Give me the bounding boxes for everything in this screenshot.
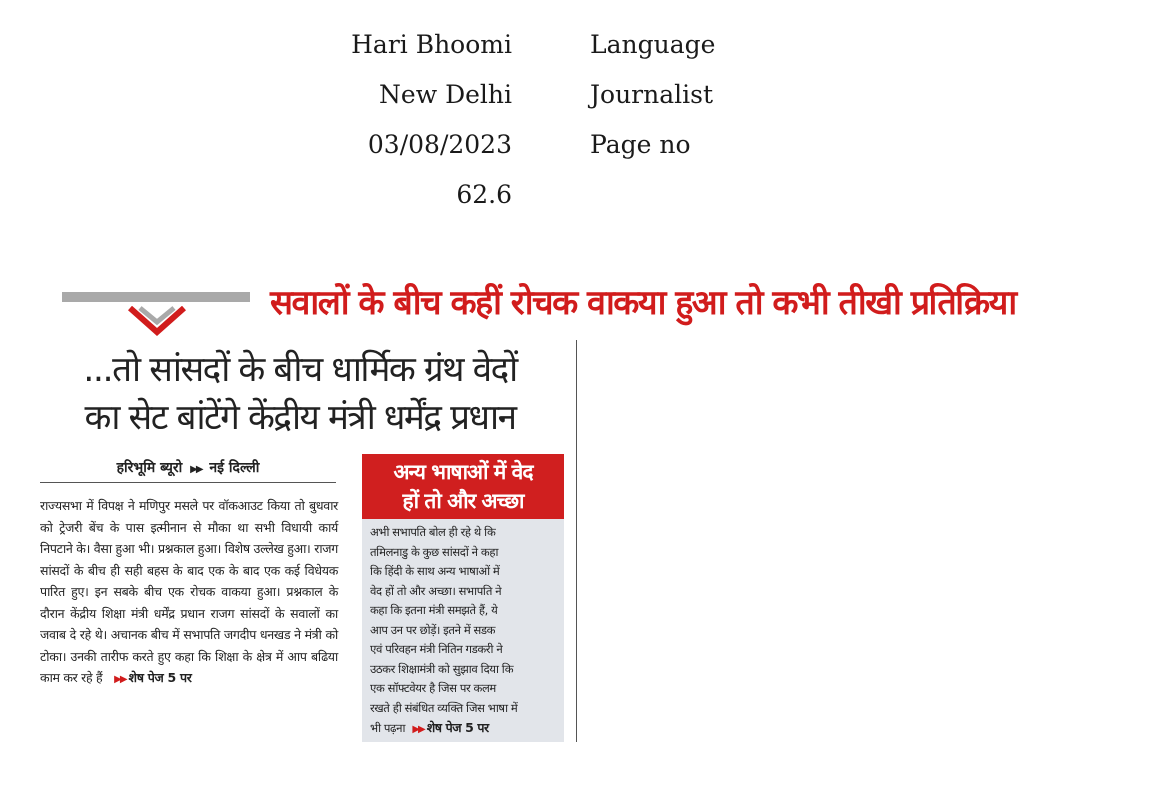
- sidebar-line: उठकर शिक्षामंत्री को सुझाव दिया कि: [370, 661, 514, 676]
- sidebar-line: भी पढ़ना: [370, 721, 406, 735]
- sidebar-heading-line: हों तो और अच्छा: [402, 489, 524, 513]
- continue-text: शेष पेज 5 पर: [426, 720, 489, 735]
- page-no-label: Page no: [590, 130, 691, 159]
- kicker-headline: सवालों के बीच कहीं रोचक वाकया हुआ तो कभी तीखी प्रतिक्रिया: [270, 283, 1016, 323]
- publication-name: Hari Bhoomi: [351, 30, 512, 59]
- metadata-labels: [590, 20, 890, 170]
- continue-note: [106, 670, 192, 685]
- play-arrows-icon: ▶▶: [190, 464, 202, 475]
- metadata-number: 62.6: [456, 180, 512, 209]
- sidebar-line: एवं परिवहन मंत्री नितिन गडकरी ने: [370, 642, 503, 656]
- sidebar-box: [362, 454, 564, 742]
- play-arrows-icon: ▶▶: [412, 724, 424, 735]
- byline-source: हरिभूमि ब्यूरो: [116, 460, 183, 476]
- headline-line: ...तो सांसदों के बीच धार्मिक ग्रंथ वेदों: [83, 350, 517, 390]
- sidebar-heading-line: अन्य भाषाओं में वेद: [393, 460, 533, 484]
- kicker-rule: [62, 292, 250, 302]
- publication-date: 03/08/2023: [367, 130, 512, 159]
- clipping-metadata: [0, 20, 1170, 210]
- sidebar-heading: [362, 454, 564, 519]
- sidebar-line: वेद हों तो और अच्छा। सभापति ने: [370, 583, 502, 598]
- sidebar-continue-note: [408, 720, 488, 735]
- sidebar-line: एक सॉफ्टवेयर है जिस पर कलम: [370, 681, 496, 695]
- sidebar-line: कि हिंदी के साथ अन्य भाषाओं में: [370, 564, 500, 578]
- journalist-label: Journalist: [590, 80, 713, 109]
- article-body-text: राज्यसभा में विपक्ष ने मणिपुर मसले पर वॉकआउट किया तो बुधवार को ट्रेजरी बेंच के पास इत्मीनान से मौका था सभी विधायी कार्य निपटाने के। वैसा हुआ भी। प्रश्नकाल हुआ। विशेष उल्लेख हुआ। राजग सांसदों के बीच ही सही बहस के बाद एक के बाद एक कई विधेयक पारित हुए। इन सबके बीच एक रोचक वाकया हुआ। प्रश्नकाल के दौरान केंद्रीय शिक्षा मंत्री धर्मेंद्र प्रधान राजग सांसदों के सवालों का जवाब दे रहे थे। अचानक बीच में सभापति जगदीप धनखड ने मंत्री को टोका। उनकी तारीफ करते हुए कहा कि शिक्षा के क्षेत्र में आप बढिया काम कर रहे हैं: [40, 498, 338, 685]
- sidebar-last-line: [370, 718, 558, 740]
- sidebar-line: अभी सभापति बोल ही रहे थे कि: [370, 525, 496, 539]
- sidebar-body: [362, 519, 564, 740]
- byline: [40, 456, 336, 483]
- language-label: Language: [590, 30, 716, 59]
- column-divider: [576, 340, 577, 742]
- article-headline: [30, 346, 570, 442]
- continue-text: शेष पेज 5 पर: [128, 670, 192, 685]
- publication-city: New Delhi: [379, 80, 512, 109]
- headline-line: का सेट बांटेंगे केंद्रीय मंत्री धर्मेंद्र प्रधान: [84, 398, 516, 438]
- chevron-down-icon: [128, 306, 186, 336]
- byline-location: नई दिल्ली: [209, 460, 260, 476]
- sidebar-line: तमिलनाडु के कुछ सांसदों ने कहा: [370, 544, 499, 559]
- play-arrows-icon: ▶▶: [114, 674, 126, 685]
- metadata-values: [250, 20, 512, 220]
- sidebar-line: आप उन पर छोड़ें। इतने में सडक: [370, 622, 496, 637]
- newspaper-clipping: [0, 270, 1170, 770]
- sidebar-line: रखते ही संबंधित व्यक्ति जिस भाषा में: [370, 700, 518, 715]
- sidebar-line: कहा कि इतना मंत्री समझते हैं, ये: [370, 603, 498, 617]
- article-body: [40, 495, 338, 691]
